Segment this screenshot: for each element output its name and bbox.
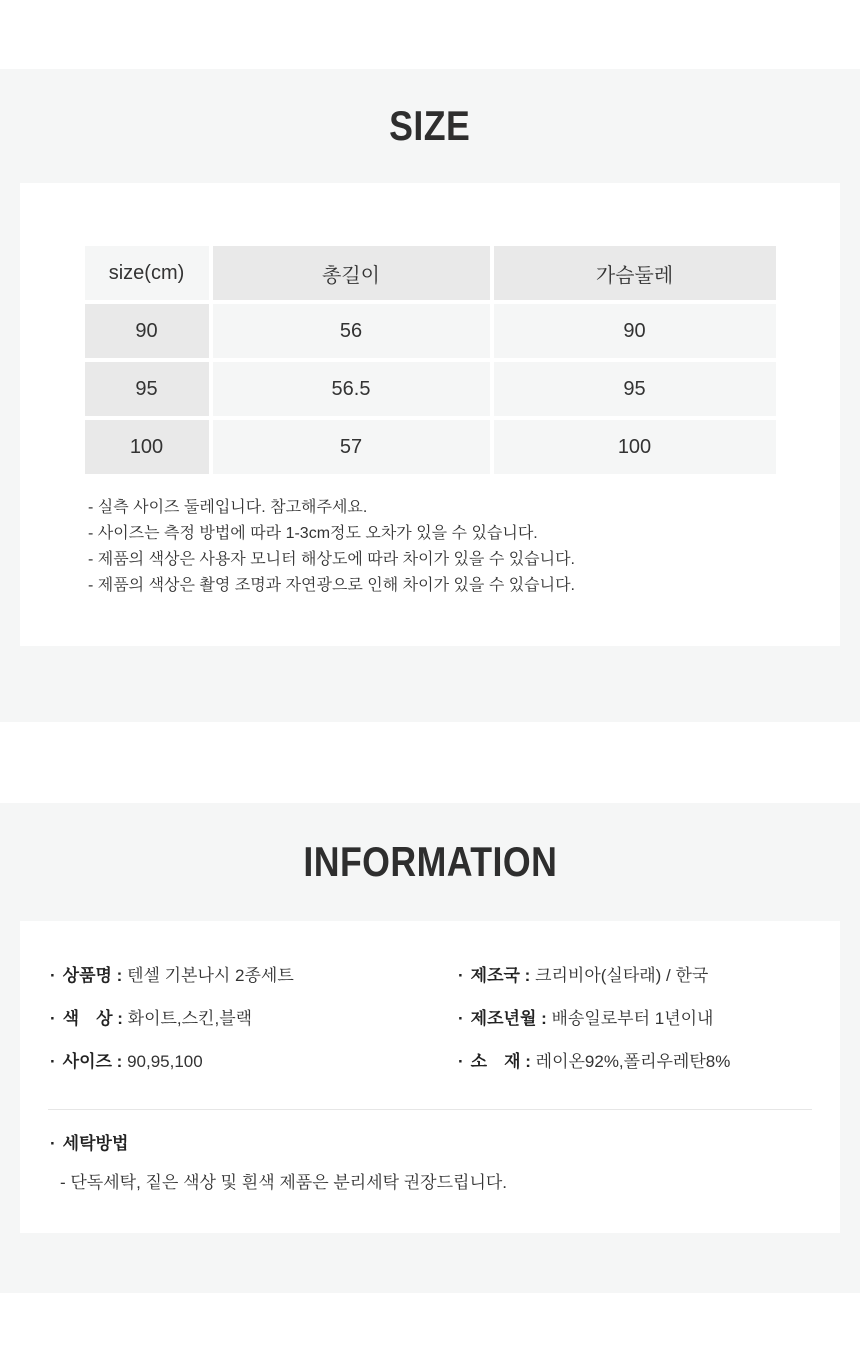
size-note-line: - 제품의 색상은 사용자 모니터 해상도에 따라 차이가 있을 수 있습니다. <box>88 551 575 568</box>
info-field-label: 상품명 <box>62 966 112 985</box>
bullet-icon: · <box>50 1009 56 1028</box>
info-field-separator: : <box>111 1052 128 1071</box>
size-table-cell-chest: 95 <box>494 362 776 416</box>
info-field-value: 배송일로부터 1년이내 <box>551 1009 714 1028</box>
bullet-icon: · <box>50 1134 56 1153</box>
info-field-manufacture-date <box>458 1006 810 1031</box>
size-table-cell-length: 56 <box>213 304 490 358</box>
size-title: SIZE <box>389 102 471 149</box>
info-field-value: 레이온92%,폴리우레탄8% <box>535 1052 731 1071</box>
size-section <box>0 69 860 722</box>
size-table-cell-length: 56.5 <box>213 362 490 416</box>
size-panel <box>20 183 840 646</box>
info-field-product-name <box>50 963 458 988</box>
info-field-country <box>458 963 810 988</box>
size-table-header-size: size(cm) <box>85 246 209 300</box>
size-table-header-length: 총길이 <box>213 246 490 300</box>
size-note-line: - 실측 사이즈 둘레입니다. 참고해주세요. <box>88 499 368 516</box>
info-field-separator: : <box>519 966 536 985</box>
info-field-value: 화이트,스킨,블랙 <box>127 1009 253 1028</box>
information-section <box>0 803 860 1293</box>
information-panel <box>20 921 840 1233</box>
size-title-wrap <box>0 69 860 183</box>
info-field-label: 색 상 <box>62 1009 113 1028</box>
info-field-label: 제조년월 <box>470 1009 537 1028</box>
information-grid <box>50 963 810 1074</box>
section-gap <box>0 722 860 803</box>
size-table-row-size: 90 <box>85 304 209 358</box>
information-title-wrap <box>0 803 860 921</box>
size-table-cell-chest: 100 <box>494 420 776 474</box>
size-table-cell-length: 57 <box>213 420 490 474</box>
size-table-cell-chest: 90 <box>494 304 776 358</box>
info-field-value: 90,95,100 <box>127 1052 203 1071</box>
size-table-header-chest: 가슴둘레 <box>494 246 776 300</box>
size-notes <box>88 495 840 599</box>
size-table <box>85 246 776 474</box>
info-field-value: 크리비아(실타래) / 한국 <box>535 966 709 985</box>
wash-method-label: 세탁방법 <box>62 1134 129 1153</box>
bullet-icon: · <box>458 1009 464 1028</box>
size-table-row-size: 100 <box>85 420 209 474</box>
info-field-separator: : <box>520 1052 536 1071</box>
divider <box>48 1109 812 1110</box>
info-field-color <box>50 1006 458 1031</box>
info-field-separator: : <box>112 1009 128 1028</box>
info-field-separator: : <box>111 966 128 985</box>
wash-method-note: - 단독세탁, 짙은 색상 및 흰색 제품은 분리세탁 권장드립니다. <box>60 1173 508 1192</box>
bullet-icon: · <box>458 966 464 985</box>
info-field-size <box>50 1049 458 1074</box>
wash-method-heading <box>50 1131 810 1156</box>
size-table-row-size: 95 <box>85 362 209 416</box>
info-field-value: 텐셀 기본나시 2종세트 <box>127 966 294 985</box>
info-field-material <box>458 1049 810 1074</box>
information-title: INFORMATION <box>303 838 557 885</box>
bullet-icon: · <box>50 966 56 985</box>
bullet-icon: · <box>458 1052 464 1071</box>
info-field-label: 사이즈 <box>62 1052 112 1071</box>
bullet-icon: · <box>50 1052 56 1071</box>
info-field-separator: : <box>536 1009 552 1028</box>
size-note-line: - 사이즈는 측정 방법에 따라 1-3cm정도 오차가 있을 수 있습니다. <box>88 525 538 542</box>
info-field-label: 제조국 <box>470 966 520 985</box>
info-field-label: 소 재 <box>470 1052 521 1071</box>
size-note-line: - 제품의 색상은 촬영 조명과 자연광으로 인해 차이가 있을 수 있습니다. <box>88 577 575 594</box>
